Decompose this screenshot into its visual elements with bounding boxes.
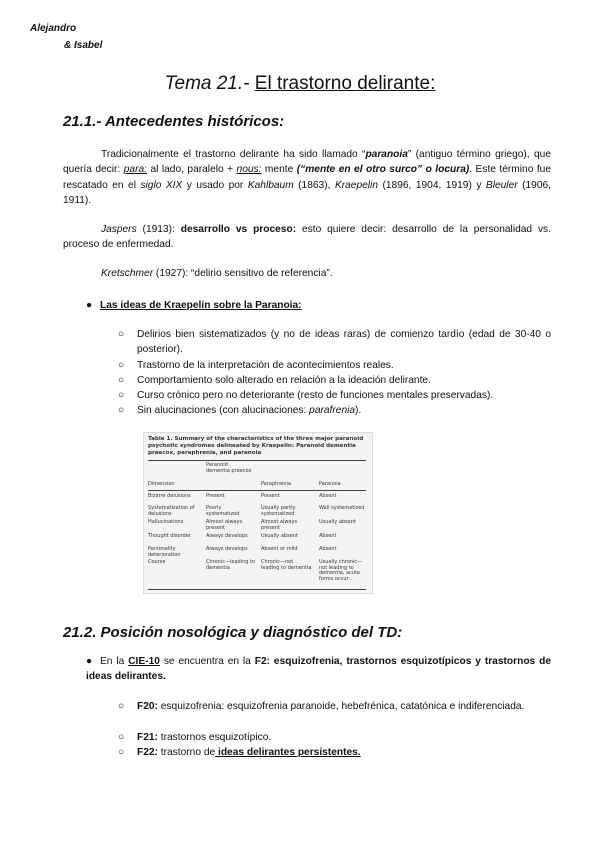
kraepelin-table-image	[143, 432, 373, 594]
table-cell: Hallucinations	[148, 519, 184, 525]
paragraph-jaspers: Jaspers (1913): desarrollo vs proceso: esto quiere decir: desarrollo de la personalidad vs. proceso de enfermedad.	[63, 224, 551, 251]
table-rule	[148, 490, 366, 491]
table-cell: Personality deterioration	[148, 546, 181, 558]
table-cell: Chronic—leading to dementia	[206, 559, 256, 571]
list-item: ○ Curso crónico pero no deteriorante (resto de funciones mentales preservadas).	[118, 388, 551, 403]
table-cell: Always develops	[206, 533, 248, 539]
list-item: ○ Sin alucinaciones (con alucinaciones: parafrenia).	[118, 403, 551, 418]
list-item: ○ Comportamiento solo alterado en relación a la ideación delirante.	[118, 373, 551, 388]
paragraph-history: Tradicionalmente el trastorno delirante ha sido llamado “paranoia” (antiguo término griego), que quería decir: para: al lado, paralelo + nous: mente (“mente en el otro surco” o locura). Este término fue rescatado en el siglo XIX y usado por Kahlbaum (1863), Kraepelin (1896, 1904, 1919) y Bleuler (1906, 1911).	[63, 149, 552, 207]
table-cell: Systematization of delusions	[148, 505, 195, 517]
table-cell: Almost always present	[261, 519, 298, 531]
table-cell: Usually partly systematized	[261, 505, 296, 517]
list-item: ○ Delirios bien sistematizados (y no de ideas raras) de comienzo tardío (edad de 30-40 o posterior).	[118, 329, 551, 356]
author-1: Alejandro	[30, 23, 77, 34]
page-title	[0, 73, 600, 95]
table-cell: Bizarre delusions	[148, 493, 191, 499]
circle-bullet-icon: ○	[118, 732, 125, 743]
table-cell: Almost always present	[206, 519, 243, 531]
table-rule	[148, 589, 366, 590]
bullet-cie10: ● En la CIE-10 se encuentra en la F2: esquizofrenia, trastornos esquizotípicos y trastornos de ideas delirantes.	[86, 656, 551, 683]
table-cell: Usually chronic—not leading to dementia, acute forms occur	[319, 559, 363, 582]
list-item: ○ F20: esquizofrenia: esquizofrenia paranoide, hebefrénica, catatónica e indiferenciada.	[118, 699, 551, 714]
table-cell: Absent or mild	[261, 546, 298, 552]
table-cell: Well systematized	[319, 505, 365, 511]
table-cell: Usually absent	[261, 533, 298, 539]
table-cell: Present	[261, 493, 280, 499]
circle-bullet-icon: ○	[118, 360, 125, 371]
circle-bullet-icon: ○	[118, 701, 125, 712]
table-cell: Chronic—not leading to dementia	[261, 559, 312, 571]
list-item: ○ F22: trastorno de ideas delirantes persistentes.	[118, 745, 551, 760]
bullet-dot-icon: ●	[86, 656, 93, 667]
list-item: ○ F21: trastornos esquizotípico.	[118, 730, 551, 745]
bullet-kraepelin: ● Las ideas de Kraepelin sobre la Paranoia:	[86, 298, 302, 313]
table-cell: Usually absent	[319, 519, 356, 525]
title-prefix: Tema 21.-	[164, 73, 250, 94]
circle-bullet-icon: ○	[118, 390, 125, 401]
table-cell: Absent	[319, 493, 337, 499]
circle-bullet-icon: ○	[118, 405, 125, 416]
table-cell: Course	[148, 559, 166, 565]
title-main: El trastorno delirante:	[254, 73, 436, 94]
circle-bullet-icon: ○	[118, 329, 125, 340]
paragraph-kretschmer: Kretschmer (1927): “delirio sensitivo de referencia”.	[101, 268, 333, 279]
list-item: ○ Trastorno de la interpretación de acontecimientos reales.	[118, 358, 551, 373]
table-caption: Table 1. Summary of the characteristics of the three major paranoid psychotic syndromes delineated by Kraepelin: Paranoid dementia praecox, paraphrenia, and paranoia	[148, 436, 364, 456]
author-2: & Isabel	[64, 40, 103, 51]
circle-bullet-icon: ○	[118, 747, 125, 758]
table-cell: Always develops	[206, 546, 248, 552]
table-cell: Absent	[319, 533, 337, 539]
table-cell: Thought disorder	[148, 533, 191, 539]
bullet-dot-icon: ●	[86, 300, 93, 311]
table-cell: Present	[206, 493, 225, 499]
table-rule	[148, 460, 366, 461]
table-header: Paranoia	[319, 481, 341, 487]
circle-bullet-icon: ○	[118, 375, 125, 386]
table-header: Paranoid dementia praecox	[206, 462, 252, 474]
table-cell: Poorly systematized	[206, 505, 240, 517]
table-cell: Absent	[319, 546, 337, 552]
table-header: Paraphrenia	[261, 481, 291, 487]
section-1-heading: 21.1.- Antecedentes históricos:	[63, 113, 285, 130]
authors	[30, 20, 102, 54]
table-header: Dimension	[148, 481, 175, 487]
section-2-heading: 21.2. Posición nosológica y diagnóstico del TD:	[63, 624, 403, 641]
